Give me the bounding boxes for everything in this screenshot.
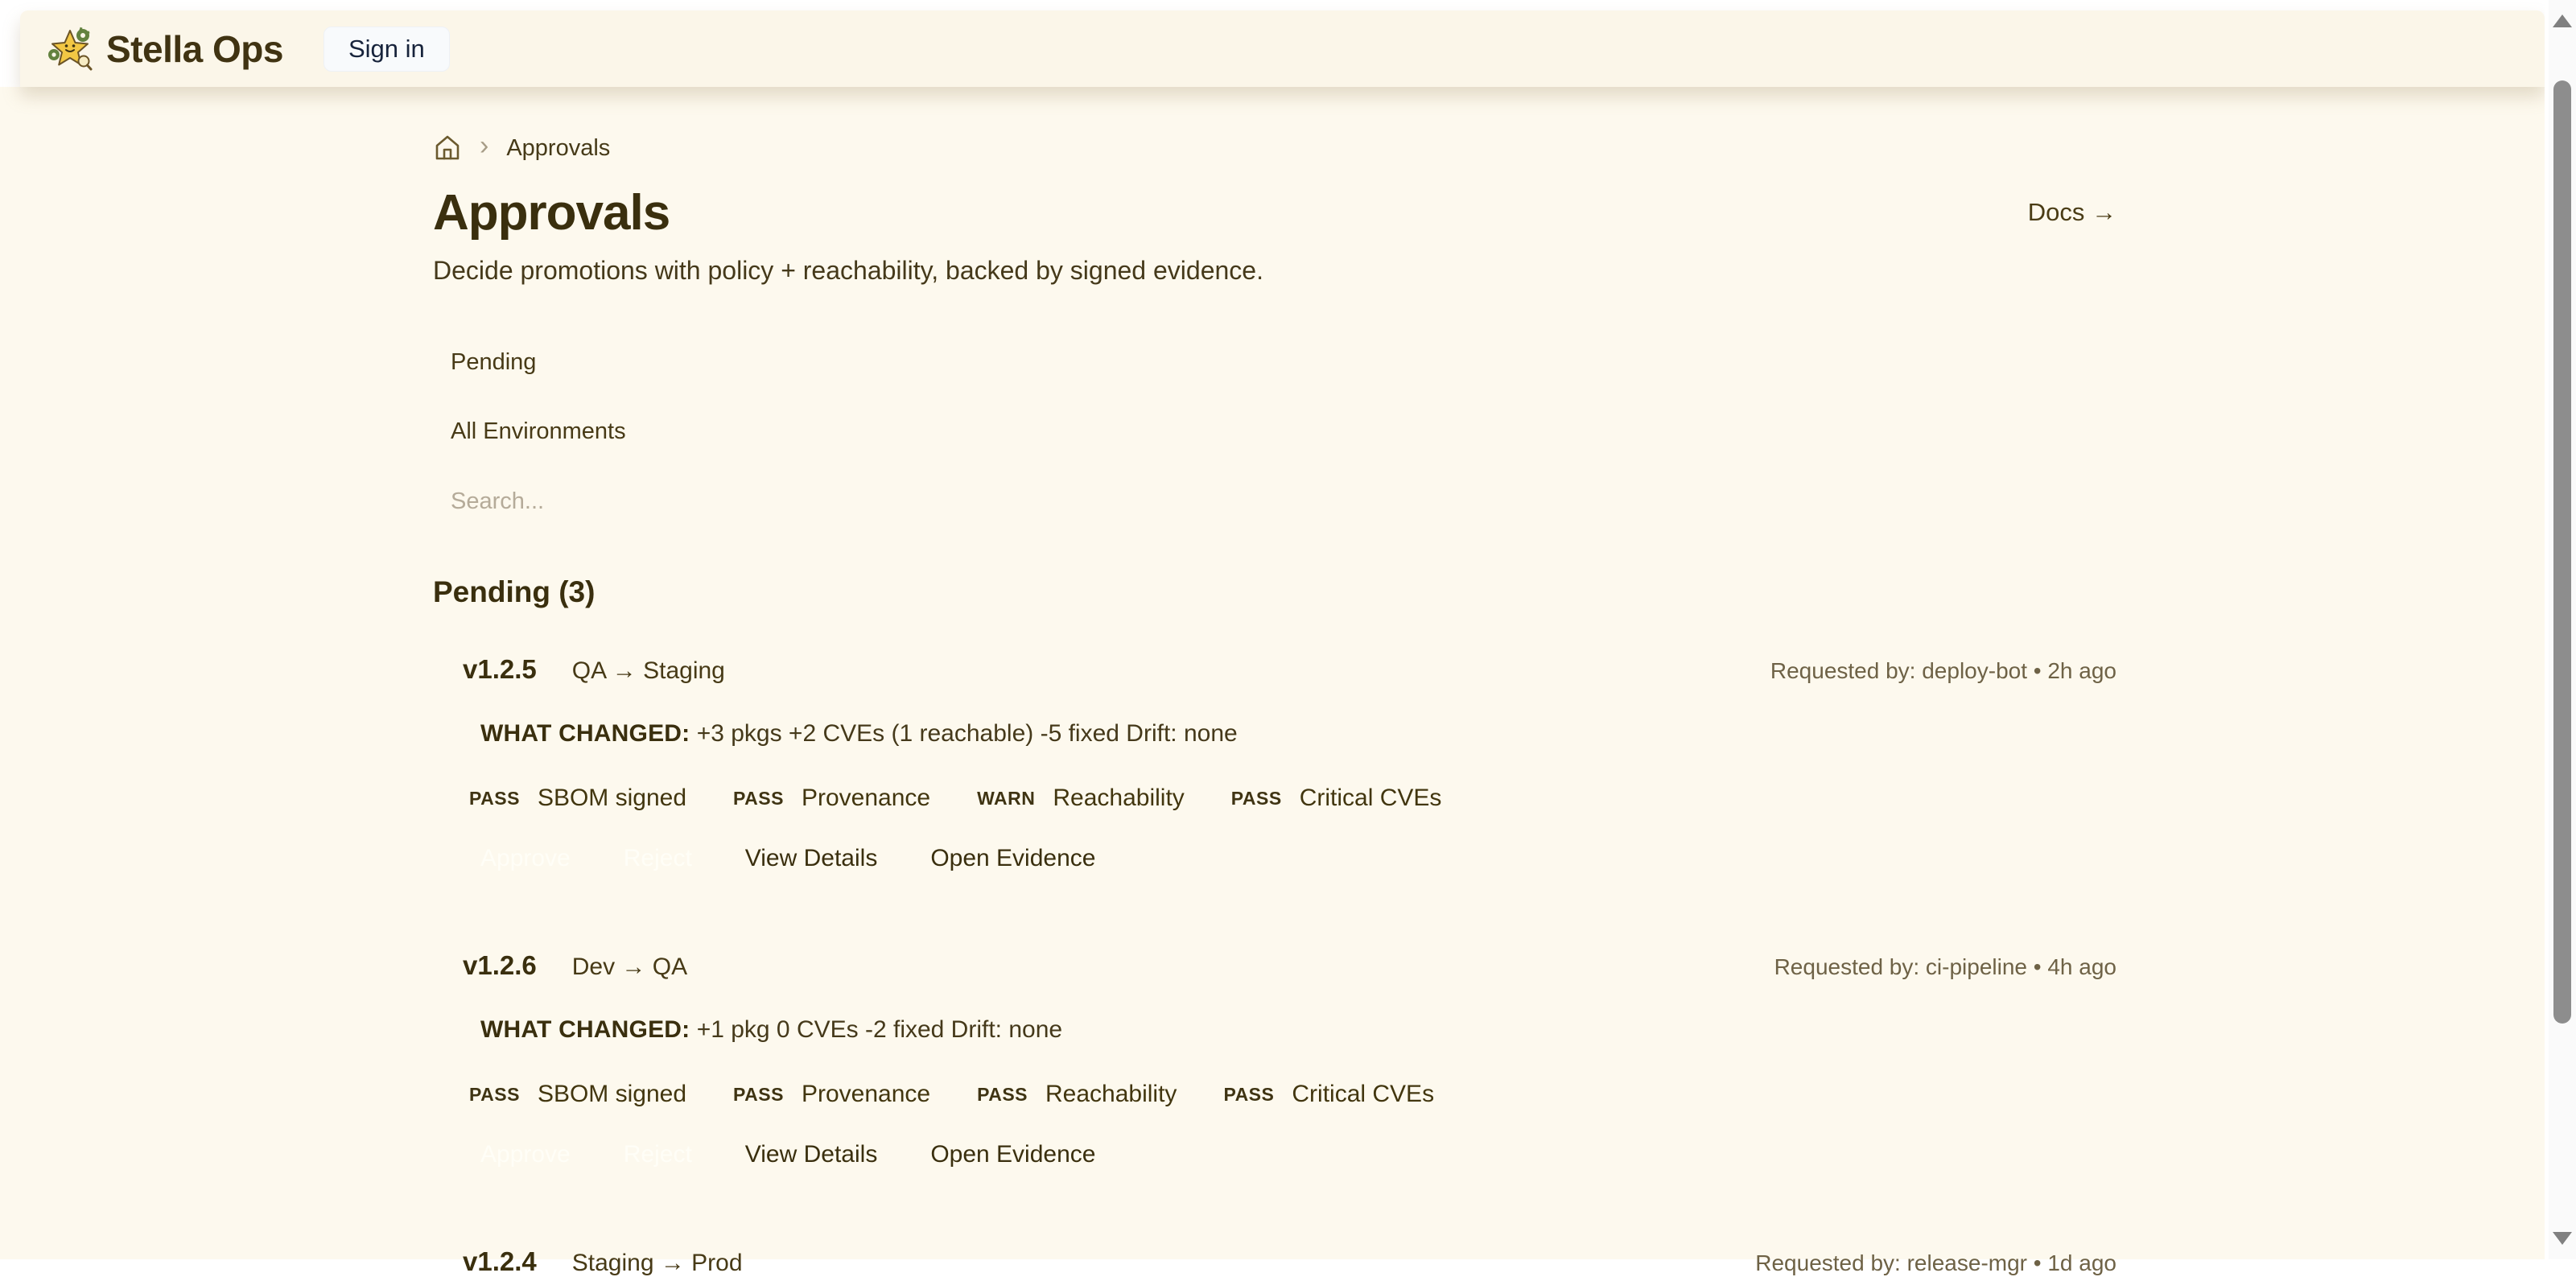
approve-button[interactable]: Approve [480, 1141, 571, 1168]
card-requested-by: Requested by: ci-pipeline • 4h ago [1774, 954, 2116, 979]
open-evidence-button[interactable]: Open Evidence [930, 845, 1096, 871]
check-critical-cves [1223, 1081, 1434, 1108]
filters [433, 327, 2116, 537]
what-changed-line [463, 1016, 2116, 1044]
check-reachability [977, 1081, 1177, 1108]
approve-button[interactable]: Approve [480, 845, 571, 871]
check-provenance [733, 785, 930, 812]
check-label: SBOM signed [537, 785, 687, 811]
view-details-button[interactable]: View Details [744, 845, 878, 871]
what-changed-line [463, 720, 2116, 748]
what-changed-label: WHAT CHANGED: [480, 1016, 690, 1043]
card-promotion: Staging → Prod [571, 1250, 743, 1276]
actions-row [463, 844, 2116, 873]
brand-name: Stella Ops [106, 27, 283, 70]
scrollbar-thumb[interactable] [2553, 80, 2571, 1024]
page-subtitle: Decide promotions with policy + reachability, backed by signed evidence. [433, 256, 1263, 285]
card-requested-by: Requested by: deploy-bot • 2h ago [1770, 658, 2116, 683]
actions-row [463, 1140, 2116, 1169]
what-changed-value: +1 pkg 0 CVEs -2 fixed Drift: none [696, 1016, 1063, 1043]
check-status-badge: PASS [733, 787, 784, 809]
pending-section-heading: Pending (3) [433, 575, 596, 608]
search-input[interactable] [433, 466, 1177, 537]
check-critical-cves [1231, 785, 1442, 812]
card-promotion: QA → Staging [571, 657, 725, 684]
what-changed-value: +3 pkgs +2 CVEs (1 reachable) -5 fixed Drift: none [696, 720, 1238, 747]
check-status-badge: WARN [977, 787, 1036, 809]
scrollbar [2545, 0, 2576, 1259]
sign-in-button[interactable]: Sign in [324, 27, 450, 72]
main-content-area [0, 87, 2545, 1276]
page-title: Approvals [433, 185, 670, 241]
breadcrumb [433, 132, 2116, 164]
home-icon[interactable] [433, 134, 462, 163]
card-promotion: Dev → QA [571, 954, 688, 980]
check-provenance [733, 1081, 930, 1108]
top-header-bar [20, 10, 2545, 87]
docs-link[interactable]: Docs → [2027, 198, 2116, 226]
card-version: v1.2.4 [463, 1246, 537, 1276]
reject-button[interactable]: Reject [623, 845, 692, 871]
check-status-badge: PASS [977, 1083, 1028, 1105]
check-status-badge: PASS [733, 1083, 784, 1105]
checks-row [463, 1081, 2116, 1108]
card-version: v1.2.5 [463, 654, 537, 684]
stella-ops-logo-icon [47, 26, 93, 72]
check-label: Critical CVEs [1292, 1081, 1435, 1107]
brand[interactable] [47, 26, 283, 72]
checks-row [463, 785, 2116, 812]
breadcrumb-current[interactable]: Approvals [506, 134, 611, 161]
approval-card [433, 1246, 2116, 1277]
check-sbom [469, 785, 686, 812]
check-label: Critical CVEs [1299, 785, 1442, 811]
check-status-badge: PASS [469, 1083, 520, 1105]
check-sbom [469, 1081, 686, 1108]
approval-card [433, 950, 2116, 1169]
check-status-badge: PASS [1230, 787, 1282, 809]
check-label: SBOM signed [537, 1081, 687, 1107]
view-details-button[interactable]: View Details [744, 1141, 878, 1168]
reject-button[interactable]: Reject [623, 1141, 692, 1168]
card-version: v1.2.6 [463, 950, 537, 980]
check-status-badge: PASS [1223, 1083, 1275, 1105]
approval-card [433, 654, 2116, 873]
check-label: Provenance [801, 1081, 931, 1107]
check-label: Reachability [1045, 1081, 1177, 1107]
scroll-up-arrow-icon[interactable] [2553, 14, 2572, 27]
card-requested-by: Requested by: release-mgr • 1d ago [1755, 1250, 2116, 1275]
check-reachability [977, 785, 1185, 812]
chevron-right-icon: › [480, 130, 489, 161]
scroll-down-arrow-icon[interactable] [2553, 1232, 2572, 1245]
open-evidence-button[interactable]: Open Evidence [930, 1141, 1096, 1168]
status-filter-select[interactable]: Pending [451, 348, 537, 375]
check-label: Provenance [801, 785, 931, 811]
check-label: Reachability [1053, 785, 1185, 811]
check-status-badge: PASS [469, 787, 520, 809]
what-changed-label: WHAT CHANGED: [480, 720, 690, 747]
environment-filter-select[interactable]: All Environments [451, 418, 626, 444]
